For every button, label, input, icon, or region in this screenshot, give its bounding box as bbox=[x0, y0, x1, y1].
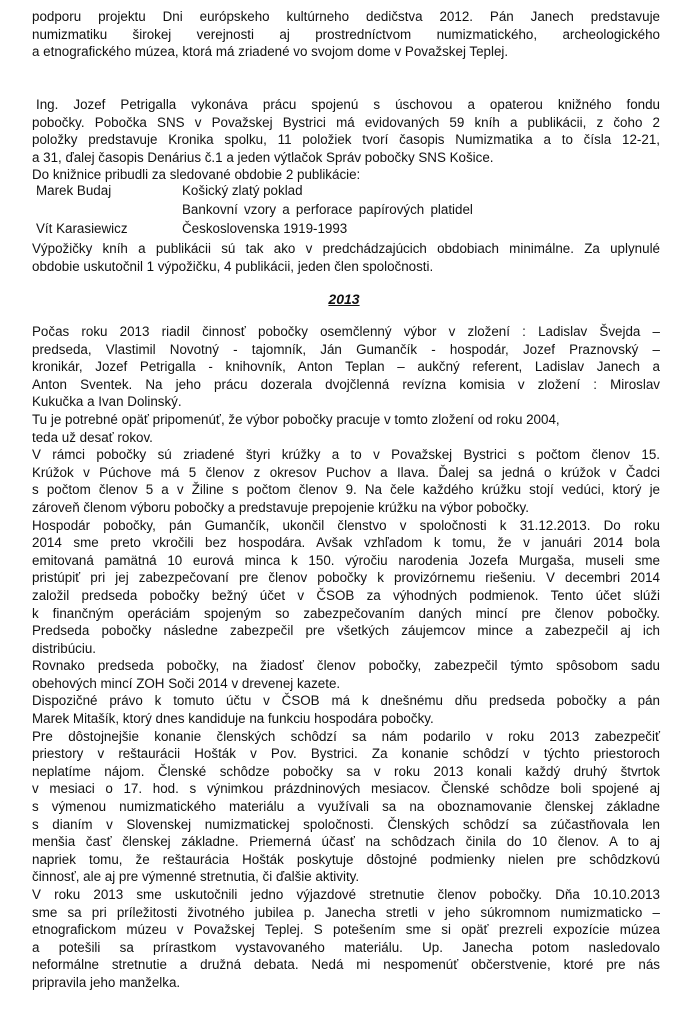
text-line: etnografickom múzeu v Považskej Teplej. S potešením sme si opäť prezreli expozície múzea bbox=[32, 922, 660, 938]
paragraph-library bbox=[32, 96, 660, 184]
text-line: obdobie uskutočnil 1 výpožičku, 4 publikácii, jeden člen spoločnosti. bbox=[32, 258, 434, 274]
text-line: s dianím v Slovenskej numizmatickej spoločnosti. Členských schôdzí sa zúčastňovala len bbox=[32, 816, 660, 832]
paragraph-loans bbox=[32, 240, 660, 275]
text-line: teda už desať rokov. bbox=[32, 429, 153, 445]
text-line: Dispozičné právo k tomuto účtu v ČSOB má k dnešnému dňu predseda pobočky a pán bbox=[32, 693, 660, 709]
paragraph bbox=[32, 692, 660, 727]
text-line: položky predstavuje Kronika spolku, 11 položiek tvorí časopis Numizmatika a to čísla 12-21, bbox=[32, 132, 660, 148]
text-line: 2014 sme preto vkročili bez hospodára. Avšak vzhľadom k tomu, že v januári 2014 bola bbox=[32, 535, 660, 551]
text-line: neformálne stretnutie a družná debata. Nedá mi nespomenúť občerstvenie, ktoré pre nás bbox=[32, 957, 660, 973]
text-line: Pre dôstojnejšie konanie členských schôdzí sa nám podarilo v roku 2013 zabezpečiť bbox=[32, 728, 660, 744]
text-line: numizmatiku širokej verejnosti aj prostredníctvom numizmatického, archeologického bbox=[32, 26, 660, 42]
text-line: pristúpiť pri jej zabezpečovaní pre členov pobočky k provizórnemu riešeniu. V decembri 2014 bbox=[32, 570, 660, 586]
publication-title: Košický zlatý poklad bbox=[182, 183, 303, 198]
text-line: emitovaná pamätná 10 eurová minca k 150. výročiu narodenia Jozefa Murgaša, museli sme bbox=[32, 552, 660, 568]
section-heading-year: 2013 bbox=[328, 291, 360, 307]
text-line: zároveň členom výboru pobočky a predstavuje prepojenie krúžku na výbor pobočky. bbox=[32, 499, 529, 515]
publication-author: Marek Budaj bbox=[36, 183, 112, 198]
paragraph bbox=[32, 728, 660, 886]
publication-author bbox=[36, 201, 182, 220]
section-2013-body bbox=[32, 323, 660, 992]
text-line: a 31, ďalej časopis Denárius č.1 a jeden výtlačok Správ pobočky SNS Košice. bbox=[32, 149, 494, 165]
text-line: činnosť, ale aj pre výmenné stretnutia, či ďalšie aktivity. bbox=[32, 869, 360, 885]
publication-title: Československa 1919-1993 bbox=[182, 221, 348, 236]
publications-list bbox=[36, 182, 596, 239]
text-line: sme sa pri príležitosti životného jubilea p. Janecha stretli v jeho súkromnom numizmaticko – bbox=[32, 904, 660, 920]
paragraph bbox=[32, 446, 660, 516]
publication-item bbox=[36, 182, 596, 201]
text-line: V roku 2013 sme uskutočnili jedno výjazdové stretnutie členov pobočky. Dňa 10.10.2013 bbox=[32, 887, 660, 902]
paragraph-museum-intro bbox=[32, 8, 660, 61]
paragraph bbox=[32, 517, 660, 658]
text-line: s výmenou numizmatického materiálu a využívali sa na oboznamovanie členskej základne bbox=[32, 799, 660, 815]
text-line: neplatíme nájom. Členské schôdze pobočky sa v roku 2013 konali každý druhý štvrtok bbox=[32, 763, 660, 779]
text-line: Tu je potrebné opäť pripomenúť, že výbor pobočky pracuje v tomto zložení od roku 2004, bbox=[32, 411, 560, 427]
text-line: s počtom členov 5 a v Žiline s počtom členov 9. Na čele každého krúžku stojí vedúci, ktorý je bbox=[32, 482, 660, 498]
text-line: distribúciu. bbox=[32, 640, 97, 656]
text-line: Počas roku 2013 riadil činnosť pobočky osemčlenný výbor v zložení : Ladislav Švejda – bbox=[32, 324, 660, 339]
paragraph bbox=[32, 657, 660, 692]
text-line: k finančným operáciám spojeným so zabezpečovaním daných mincí pre členov pobočky. bbox=[32, 605, 660, 621]
text-line: Anton Sventek. Na jeho prácu dozerala dvojčlenná revízna komisia v zložení : Miroslav bbox=[32, 376, 660, 392]
publication-item bbox=[36, 201, 596, 220]
text-line: V rámci pobočky sú zriadené štyri krúžky a to v Považskej Bystrici s počtom členov 15. bbox=[32, 447, 660, 463]
text-line: Hospodár pobočky, pán Gumančík, ukončil členstvo v spoločnosti k 31.12.2013. Do roku bbox=[32, 517, 660, 533]
publication-author: Vít Karasiewicz bbox=[36, 221, 128, 236]
text-line: pripravila jeho manželka. bbox=[32, 974, 181, 990]
text-line: predseda, Vlastimil Novotný - tajomník, Ján Gumančík - hospodár, Jozef Praznovský – bbox=[32, 341, 660, 357]
paragraph bbox=[32, 323, 660, 411]
paragraph bbox=[32, 886, 660, 992]
text-line: kronikár, Jozef Petrigalla - knihovník, Anton Teplan – aukčný referent, Ladislav Janech a bbox=[32, 359, 660, 375]
text-line: napriek tomu, že reštaurácia Hošták poskytuje dôstojné podmienky nielen pre schôdzkovú bbox=[32, 851, 660, 867]
text-line: Kukučka a Ivan Dolinský. bbox=[32, 394, 182, 410]
text-line: Predseda pobočky následne zabezpečil pre všetkých záujemcov mince a zabezpečil aj ich bbox=[32, 623, 660, 639]
text-line: Marek Mitašík, ktorý dnes kandiduje na funkciu hospodára pobočky. bbox=[32, 711, 434, 727]
text-line: a etnografického múzea, ktorá má zriadené vo svojom dome v Považskej Teplej. bbox=[32, 44, 509, 60]
text-line: a potešili sa prírastkom vystavovaného materiálu. Up. Janecha potom nasledovalo bbox=[32, 939, 660, 955]
text-line: Krúžok v Púchove má 5 členov z okresov Puchov a Ilava. Ďalej sa jedná o krúžok v Čadci bbox=[32, 464, 660, 480]
text-line: menšia časť členskej základne. Priemerná účasť na schôdzach činila do 10 členov. A to aj bbox=[32, 834, 660, 850]
text-line: Ing. Jozef Petrigalla vykonáva prácu spojenú s úschovou a opaterou knižného fondu bbox=[36, 97, 660, 112]
text-line: pobočky. Pobočka SNS v Považskej Bystrici má evidovaných 59 kníh a publikácii, z čoho 2 bbox=[32, 114, 660, 130]
publication-item bbox=[36, 220, 596, 239]
text-line: Výpožičky kníh a publikácii sú tak ako v predchádzajúcich obdobiach minimálne. Za uplynulé bbox=[32, 241, 660, 256]
publication-title: Bankovní vzory a perforace papírových platidel bbox=[182, 202, 473, 217]
text-line: Rovnako predseda pobočky, na žiadosť členov pobočky, zabezpečil týmto spôsobom sadu bbox=[32, 658, 660, 674]
text-line: Do knižnice pribudli za sledované obdobie 2 publikácie: bbox=[32, 167, 361, 183]
paragraph bbox=[32, 411, 660, 446]
text-line: obehových mincí ZOH Soči 2014 v drevenej kazete. bbox=[32, 675, 341, 691]
text-line: založil predseda pobočky bežný účet v ČSOB za výhodných podmienok. Tento účet slúži bbox=[32, 587, 660, 603]
text-line: podporu projektu Dni európskeho kultúrneho dedičstva 2012. Pán Janech predstavuje bbox=[32, 9, 660, 24]
text-line: v mesiaci o 17. hod. s výnimkou prázdninových mesiacov. Členské schôdze boli spojené aj bbox=[32, 781, 660, 797]
text-line: priestory v reštaurácii Hošták v Pov. Bystrici. Za konanie schôdzí v týchto priestoroch bbox=[32, 746, 660, 762]
